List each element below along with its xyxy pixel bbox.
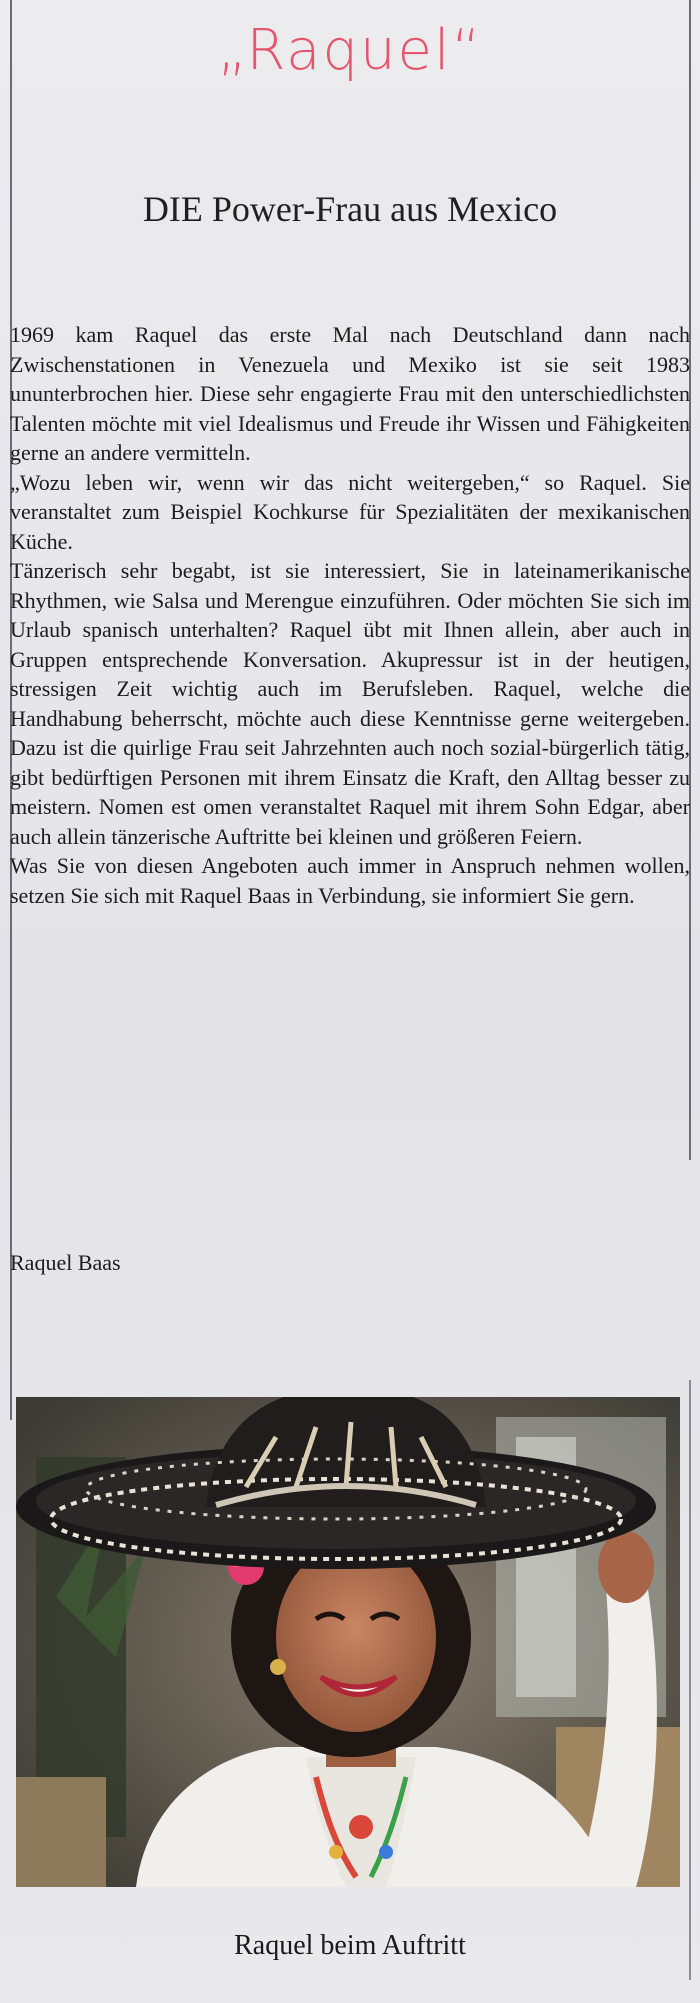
- photo-caption: Raquel beim Auftritt: [234, 1930, 466, 1961]
- masthead-logo: „Raquel“: [217, 18, 483, 83]
- paragraph-1: 1969 kam Raquel das erste Mal nach Deutschland dann nach Zwischenstationen in Venezuela und Mexiko ist sie seit 1983 ununterbrochen hier. Diese sehr engagierte Frau mit den unterschiedlichsten Talenten möchte mit viel Idealismus und Freude ihr Wissen und Fähigkeiten gerne an andere vermitteln.: [10, 322, 690, 465]
- photo-illustration: [16, 1397, 680, 1887]
- paragraph-2: „Wozu leben wir, wenn wir das nicht weitergeben,“ so Raquel. Sie veranstaltet zum Beispiel Kochkurse für Spezialitäten der mexikanischen Küche.: [10, 469, 690, 554]
- page-border-right-lower: [689, 1380, 691, 1980]
- photo-raquel: [16, 1397, 680, 1887]
- paragraph-3: Tänzerisch sehr begabt, ist sie interessiert, Sie in lateinamerikanische Rhythmen, wie Salsa und Merengue einzuführen. Oder möchten Sie sich im Urlaub spanisch unterhalten? Raquel übt mit Ihnen allein, aber auch in Gruppen entsprechende Konversation. Akupressur ist in der heutigen, stressigen Zeit wichtig auch im Berufsleben. Raquel, welche die Handhabung beherrscht, möchte auch diese Kenntnisse gerne weitergeben. Dazu ist die quirlige Frau seit Jahrzehnten auch noch sozial-bürgerlich tätig, gibt bedürftigen Personen mit ihrem Einsatz die Kraft, den Alltag besser zu meistern. Nomen est omen veranstaltet Raquel mit ihrem Sohn Edgar, aber auch allein tänzerische Auftritte bei kleinen und größeren Feiern.: [10, 558, 690, 849]
- article-author: Raquel Baas: [10, 1250, 121, 1275]
- paragraph-4: Was Sie von diesen Angeboten auch immer in Anspruch nehmen wollen, setzen Sie sich mit Raquel Baas in Verbindung, sie informiert Sie gern.: [10, 853, 690, 908]
- article-body: [10, 320, 690, 910]
- article-headline: DIE Power-Frau aus Mexico: [142, 189, 558, 229]
